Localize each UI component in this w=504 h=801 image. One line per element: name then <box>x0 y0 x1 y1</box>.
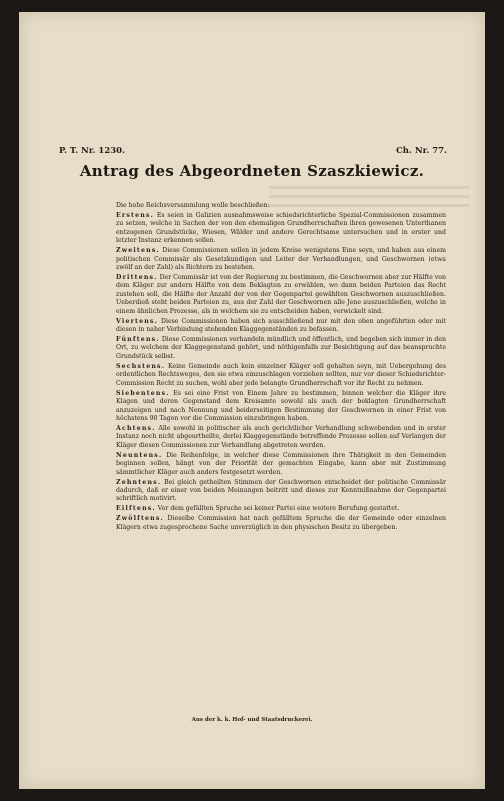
paragraph-text: Dieselbe Commission hat nach gefälltem Spruche die der Gemeinde oder einzelnen Klägern etwa zugesprochene Sache unverzüglich in den physischen Besitz zu übergeben. <box>116 515 446 531</box>
paragraph-text: Vor dem gefällten Spruche sei keiner Partei eine weitere Berufung gestattet. <box>157 505 400 513</box>
paragraph-text: Alle sowohl in politischer als auch gerichtlicher Verhandlung schwebenden und in erster Instanz noch nicht abgeurtheilte, derlei Klaggegenstände betreffende Prozesse sollen auf Verlangen der Kläger diesen Commissionen zur Verhandlung abgetreten werden. <box>116 424 447 449</box>
paragraph <box>116 390 446 424</box>
paragraph-lead: Eilftens. <box>116 505 156 513</box>
paragraph-list <box>116 212 446 532</box>
paragraph-lead: Achtens. <box>116 424 156 432</box>
paragraph-lead: Siebentens. <box>116 389 170 397</box>
paragraph <box>116 363 446 388</box>
paragraph <box>116 274 446 316</box>
paragraph-text: Es sei eine Frist von Einem Jahre zu bestimmen, binnen welcher die Kläger ihre Klagen und deren Gegenstand dem Kreisamte sowohl als auch der beklagten Grundherrschaft anzuzeigen und nach Nennung und beiderseitigen Bestimmung der Geschwornen in einer Frist von höchstens 90 Tagen vor die Commission einzubringen haben. <box>116 389 446 422</box>
paragraph-text: Der Commissär ist von der Regierung zu bestimmen, die Geschwornen aber zur Hälfte von dem Kläger zur andern Hälfte von dem Beklagten zu erwählen, wo dann beiden Parteien das Recht zustehen soll, die Hälfte der Anzahl der von der Gegenpartei gewählten Geschwornen auszuschließen. Ueberdieß steht beiden Parteien zu, aus der Zahl der Geschwornen alle Jene auszuschließen, welche in einem ähnlichen Prozesse, als in welchem sie zu entscheiden haben, verwickelt sind. <box>116 274 446 315</box>
paragraph-text: Diese Commissionen sollen in jedem Kreise wenigstens Eine seyn, und haben aus einem politischen Commissär als Gesetzkundigen und Leiter der Verhandlungen, und Geschwornen (etwa zwölf an der Zahl) als Richtern zu bestehen. <box>116 247 446 272</box>
document-header <box>59 146 447 156</box>
paragraph-lead: Zweitens. <box>116 247 160 255</box>
paragraph-lead: Sechstens. <box>116 362 166 370</box>
paragraph <box>116 212 446 246</box>
paragraph <box>116 479 446 504</box>
document-title: Antrag des Abgeordneten Szaszkiewicz. <box>79 162 425 180</box>
paragraph-lead: Neuntens. <box>116 451 163 459</box>
paragraph-lead: Fünftens. <box>116 336 160 344</box>
paragraph-text: Diese Commissionen haben sich ausschließend nur mit den oben angeführten oder mit diesen in naher Verbindung stehenden Klaggegenständen zu befassen. <box>116 317 446 334</box>
paragraph-text: Bei gleich getheilten Stimmen der Geschwornen entscheidet der politische Commissär dadurch, daß er einer von beiden Meinungen beitritt und dieses zur Kenntnißnahme der Gegenpartei schriftlich motivirt. <box>116 478 447 503</box>
left-reference-number: P. T. Nr. 1230. <box>59 146 126 156</box>
document-page <box>19 12 485 789</box>
paragraph <box>116 425 446 450</box>
paragraph <box>116 515 446 532</box>
printer-imprint: Aus der k. k. Hof- und Staatsdruckerei. <box>191 717 313 723</box>
paragraph-lead: Drittens. <box>116 274 158 282</box>
paragraph-lead: Zehntens. <box>116 478 162 486</box>
paragraph-text: Die Reihenfolge, in welcher diese Commissionen ihre Thätigkeit in den Gemeinden beginnen sollen, hängt von der Priorität der gemachten Eingabe, kann aber mit Zustimmung sämmtlicher Kläger auch anders festgesetzt werden. <box>116 451 446 476</box>
right-reference-number: Ch. Nr. 77. <box>395 146 447 156</box>
intro-line: Die hohe Reichsversammlung wolle beschließen: <box>116 202 270 209</box>
paragraph-lead: Viertens. <box>116 317 158 325</box>
paragraph <box>116 247 446 272</box>
paragraph <box>116 318 446 335</box>
paragraph-text: Diese Commissionen verhandeln mündlich und öffentlich, und begeben sich immer in den Ort, zu welchem der Klaggegenstand gehört, und nöthigenfalls zur Besichtigung auf das beanspruchte Grundstück selbst. <box>116 336 447 360</box>
paragraph-text: Es seien in Galizien ausnahmsweise schiedsrichterliche Spezial-Commissionen zusammen zu setzen, welche in Sachen der von den ehemaligen Grundherrschaften ihren gewesenen Unterthanen entzogenen Grundstücke, Wiesen, Wälder und andere Gerechtsame untersuchen und in erster und letzter Instanz erkennen sollen. <box>116 212 446 245</box>
paragraph <box>116 336 446 361</box>
paragraph <box>116 505 446 513</box>
paragraph-lead: Erstens. <box>116 212 154 219</box>
paragraph-lead: Zwölftens. <box>116 515 164 523</box>
document-body <box>116 202 446 534</box>
paragraph-text: Keine Gemeinde auch kein einzelner Kläger soll gehalten seyn, mit Uebergehung des ordentlichen Rechtsweges, den sie etwa einzuschlagen vorziehen sollten, nur vor dieser Schiedsrichter-Commission Recht zu suchen, wohl aber jede belangte Grundherrschaft vor ihr Recht zu nehmen. <box>116 362 446 387</box>
paragraph <box>116 452 446 477</box>
